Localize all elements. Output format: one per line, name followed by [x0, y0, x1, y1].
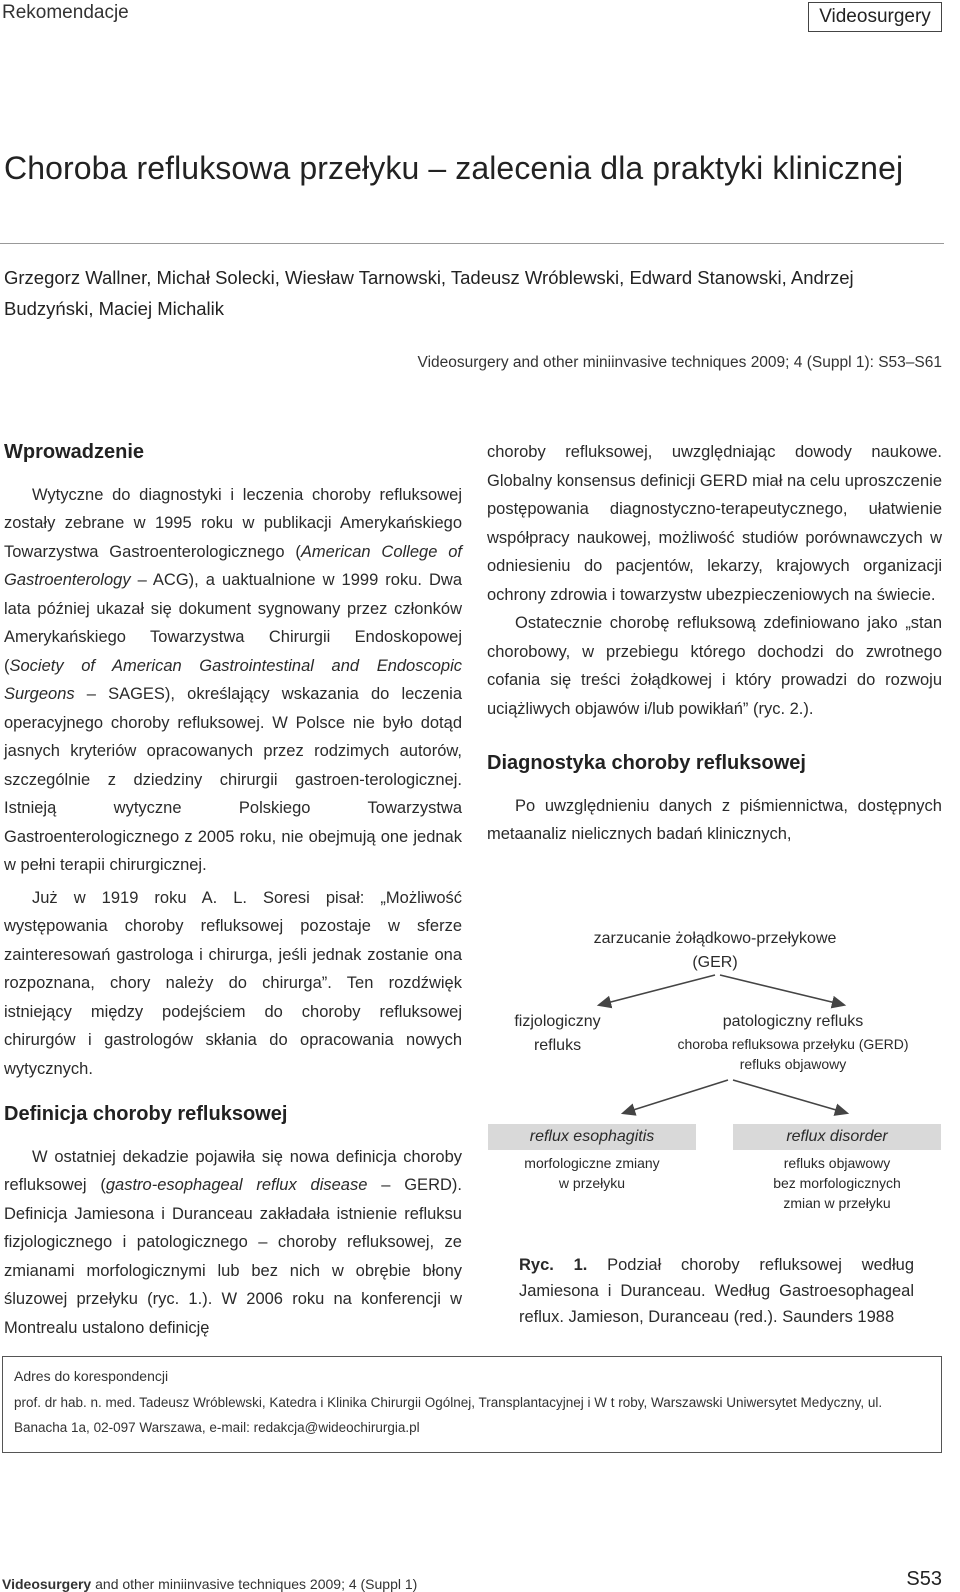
- figure-caption: Ryc. 1. Podział choroby refluksowej według Jamiesona i Duranceau. Według Gastroesophageal reflux. Jamieson, Duranceau (red.). Saunders 1988: [519, 1256, 914, 1326]
- intro-heading: Wprowadzenie: [4, 441, 145, 463]
- footer-journal: Videosurgery and other miniinvasive techniques 2009; 4 (Suppl 1): [2, 1576, 418, 1592]
- authors: Grzegorz Wallner, Michał Solecki, Wiesław Tarnowski, Tadeusz Wróblewski, Edward Stanowski, Andrzej Budzyński, Maciej Michalik: [4, 267, 854, 319]
- diagram-esophagitis-node: reflux esophagitis morfologiczne zmiany w przełyku: [488, 1124, 696, 1193]
- journal-badge: Videosurgery: [808, 2, 942, 32]
- diagram-root-node: zarzucanie żołądkowo-przełykowe (GER): [593, 930, 837, 971]
- diagnostics-paragraph-1: Po uwzględnieniu danych z piśmiennictwa, dostępnych metaanaliz nielicznych badań klinicznych,: [487, 796, 942, 843]
- article-title: Choroba refluksowa przełyku – zalecenia dla praktyki klinicznej: [4, 150, 904, 186]
- intro-paragraph-2: Już w 1919 roku A. L. Soresi pisał: „Możliwość występowania choroby refluksowej pozostaje w sferze zainteresowań gastrologa i chirurga, jeśli jednak zostanie ona rozpoznana, chory należy do chirurga”. Ten rozdźwięk istniejący między podejściem do choroby refluksowej chirurgów i gastrologów skłania do opracowania nowych wytycznych.: [4, 888, 462, 1078]
- definition-heading: Definicja choroby refluksowej: [4, 1103, 288, 1125]
- arrow-to-pathological: [720, 975, 840, 1004]
- arrow-to-esophagitis: [627, 1080, 728, 1112]
- arrow-to-physiological: [603, 975, 715, 1004]
- diagram-disorder-node: reflux disorder refluks objawowy bez morfologicznych zmian w przełyku: [733, 1124, 941, 1213]
- definition-paragraph-1: W ostatniej dekadzie pojawiła się nowa definicja choroby refluksowej (gastro-esophageal reflux disease – GERD). Definicja Jamiesona i Duranceau zakładała istnienie refluksu fizjologicznego i patologicznego – choroby refluksowej, ze zmianami morfologicznymi lub bez nich w obrębie błony śluzowej przełyku (ryc. 1.). W 2006 roku na konferencji w Montrealu ustalono definicję: [4, 1147, 462, 1337]
- right-paragraph-2: Ostatecznie chorobę refluksową zdefiniowano jako „stan chorobowy, w przebiegu którego dochodzi do zwrotnego cofania się treści żołądkowej i który prowadzi do rozwoju uciążliwych objawów i/lub powikłań” (ryc. 2.).: [487, 614, 942, 718]
- page-number: S53: [906, 1568, 942, 1590]
- arrow-to-disorder: [733, 1080, 843, 1112]
- citation: Videosurgery and other miniinvasive techniques 2009; 4 (Suppl 1): S53–S61: [417, 354, 942, 371]
- correspondence-title: Adres do korespondencji: [14, 1368, 169, 1384]
- section-label: Rekomendacje: [2, 2, 129, 23]
- diagram-pathological-node: patologiczny refluks choroba refluksowa przełyku (GERD) refluks objawowy: [677, 1013, 909, 1072]
- correspondence-address: prof. dr hab. n. med. Tadeusz Wróblewski, Katedra i Klinika Chirurgii Ogólnej, Transplantacyjnej i W t roby, Warszawski Uniwersytet Medyczny, ul. Banacha 1a, 02-097 Warszawa, e-mail: redakcja@wideochirurgia.pl: [14, 1395, 883, 1435]
- intro-paragraph-1: Wytyczne do diagnostyki i leczenia choroby refluksowej zostały zebrane w 1995 roku w publikacji Amerykańskiego Towarzystwa Gastroenterologicznego (American College of Gastroenterology – ACG), a uaktualnione w 1999 roku. Dwa lata później ukazał się dokument sygnowany przez członków Amerykańskiego Towarzystwa Chirurgii Endoskopowej (Society of American Gastrointestinal and Endoscopic Surgeons – SAGES), określający wskazania do leczenia operacyjnego choroby refluksowej. W Polsce nie było dotąd jasnych kryteriów opracowanych przez rodzimych autorów, szczególnie z dziedziny chirurgii gastroen-terologicznej. Istnieją wytyczne Polskiego Towarzystwa Gastroenterologicznego z 2005 roku, nie obejmują one jednak w pełni terapii chirurgicznej.: [4, 485, 462, 874]
- right-paragraph-1: choroby refluksowej, uwzględniając dowody naukowe. Globalny konsensus definicji GERD miał na celu uproszczenie postępowania diagnostyczno-terapeutycznego, ułatwienie współpracy naukowej, możliwość studiów porównawczych w odniesieniu do pacjentów, lekarzy, krajowych organizacji ochrony zdrowia i towarzystw ubezpieczeniowych na świecie.: [487, 443, 942, 604]
- diagram-physiological-node: fizjologiczny refluks: [514, 1013, 601, 1054]
- diagnostics-heading: Diagnostyka choroby refluksowej: [487, 752, 806, 774]
